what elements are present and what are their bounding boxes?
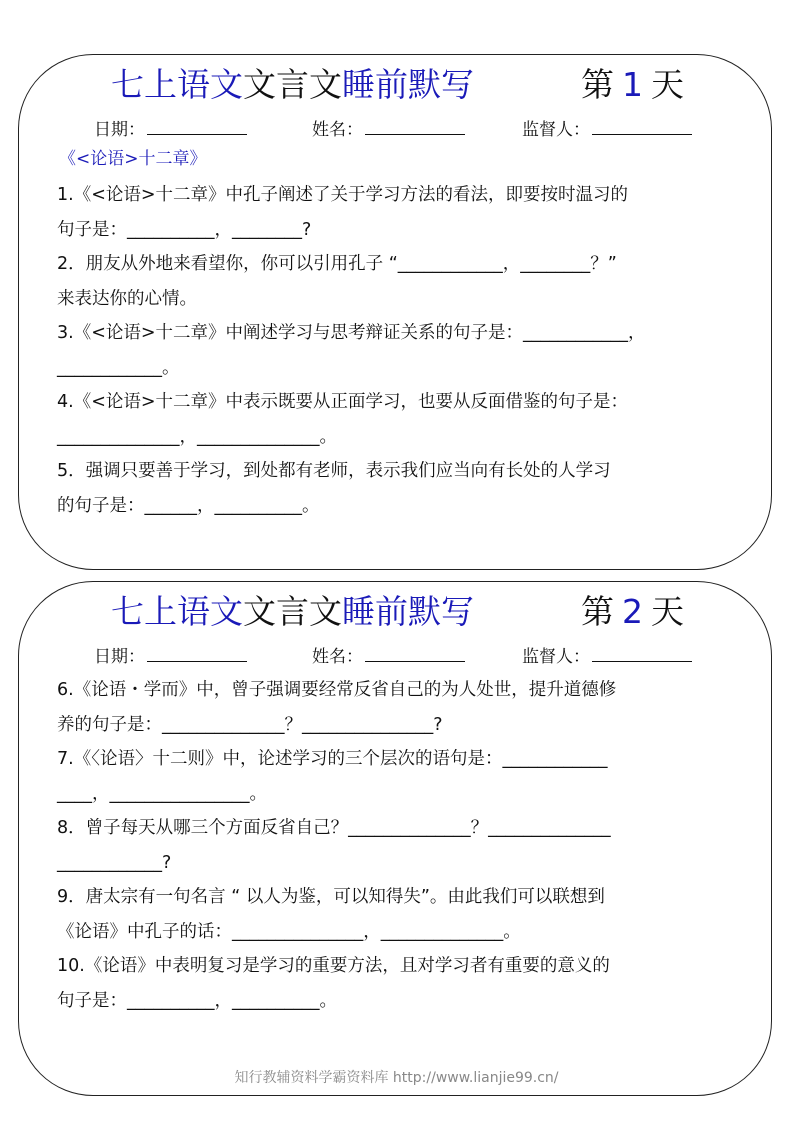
- date-field: 日期：: [94, 116, 312, 142]
- day-label: 第 1 天: [581, 65, 684, 104]
- name-field: 姓名：: [312, 116, 522, 142]
- question-line: 句子是：__________，________?: [57, 219, 312, 240]
- question-line: 《论语》中孔子的话：_______________，______________。: [57, 921, 521, 942]
- question-line: 的句子是：______，__________。: [57, 495, 320, 516]
- date-field: 日期：: [94, 643, 312, 669]
- day-label: 第 2 天: [581, 592, 684, 631]
- supervisor-field: 监督人：: [522, 116, 692, 142]
- question-line: ____________。: [57, 357, 180, 378]
- question-line: 4.《<论语>十二章》中表示既要从正面学习，也要从反面借鉴的句子是：: [57, 392, 629, 412]
- question-line: ____________?: [57, 852, 172, 873]
- question-line: 养的句子是：______________？_______________?: [57, 714, 443, 735]
- question-line: ____，________________。: [57, 783, 267, 804]
- question-line: 2．朋友从外地来看望你，你可以引用孔子 “____________，________？”: [57, 254, 617, 274]
- supervisor-field: 监督人：: [522, 643, 692, 669]
- section-title: 《<论语>十二章》: [59, 149, 207, 169]
- question-line: 1.《<论语>十二章》中孔子阐述了关于学习方法的看法，即要按时温习的: [57, 185, 629, 205]
- question-list: [57, 178, 742, 523]
- question-line: 8．曾子每天从哪三个方面反省自己？______________？______________: [57, 818, 611, 838]
- question-line: 10.《论语》中表明复习是学习的重要方法，且对学习者有重要的意义的: [57, 956, 610, 976]
- card-title: 七上语文文言文睡前默写: [111, 65, 474, 104]
- question-line: 句子是：__________，__________。: [57, 990, 337, 1011]
- worksheet-card-day-1: [18, 54, 772, 570]
- footer-watermark: 知行教辅资料学霸资料库 http://www.lianjie99.cn/: [234, 1070, 559, 1086]
- worksheet-card-day-2: [18, 581, 772, 1096]
- card-title: 七上语文文言文睡前默写: [111, 592, 474, 631]
- question-line: 7.《〈论语〉十二则》中，论述学习的三个层次的语句是：____________: [57, 749, 608, 769]
- meta-row: [94, 116, 734, 142]
- question-line: 6.《论语・学而》中，曾子强调要经常反省自己的为人处世，提升道德修: [57, 680, 617, 700]
- name-field: 姓名：: [312, 643, 522, 669]
- meta-row: [94, 643, 734, 669]
- question-line: 3.《<论语>十二章》中阐述学习与思考辩证关系的句子是：____________，: [57, 323, 646, 343]
- question-line: ______________，______________。: [57, 426, 337, 447]
- question-list: [57, 673, 742, 1018]
- question-line: 5．强调只要善于学习，到处都有老师，表示我们应当向有长处的人学习: [57, 461, 611, 481]
- question-line: 9．唐太宗有一句名言 “ 以人为鉴，可以知得失”。由此我们可以联想到: [57, 887, 605, 907]
- question-line: 来表达你的心情。: [57, 288, 197, 309]
